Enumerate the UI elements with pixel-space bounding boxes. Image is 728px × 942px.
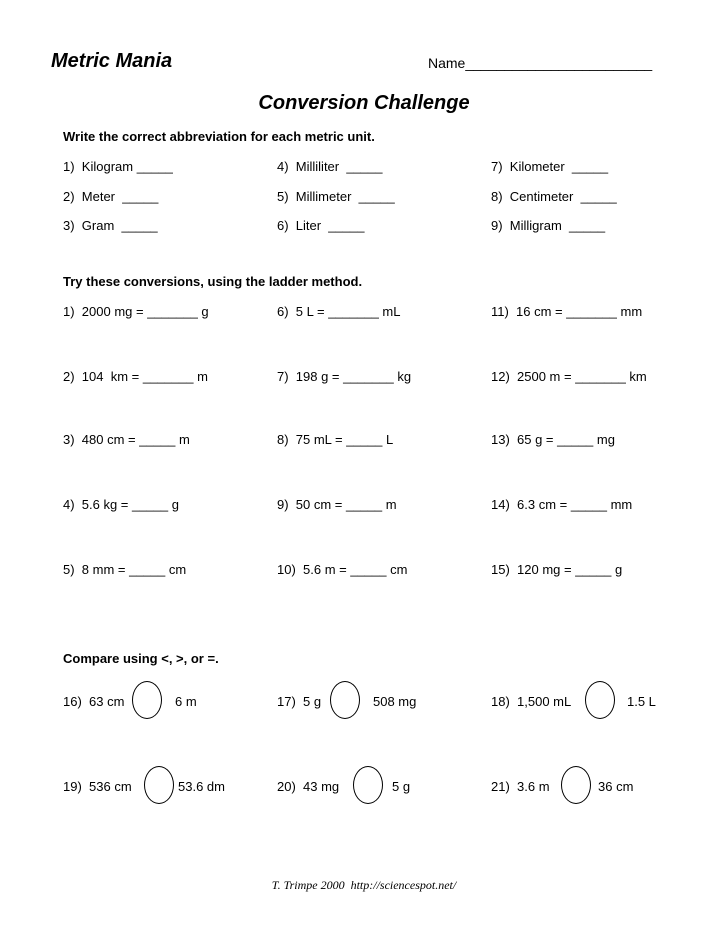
compare-right: 508 mg — [373, 694, 417, 709]
section3-instruction: Compare using <, >, or =. — [63, 651, 219, 666]
worksheet-title: Metric Mania — [51, 50, 173, 72]
compare-left: 16) 63 cm — [63, 694, 125, 709]
answer-circle[interactable] — [132, 681, 162, 719]
abbrev-item: 6) Liter _____ — [277, 218, 365, 233]
abbrev-item: 3) Gram _____ — [63, 218, 158, 233]
compare-left: 17) 5 g — [277, 694, 322, 709]
conversion-item: 15) 120 mg = _____ g — [491, 562, 623, 577]
worksheet-subtitle: Conversion Challenge — [258, 92, 470, 114]
compare-left: 18) 1,500 mL — [491, 694, 572, 709]
conversion-item: 2) 104 km = _______ m — [63, 369, 208, 384]
abbrev-item: 9) Milligram _____ — [491, 218, 606, 233]
compare-left: 19) 536 cm — [63, 779, 132, 794]
conversion-item: 14) 6.3 cm = _____ mm — [491, 497, 633, 512]
section2-instruction: Try these conversions, using the ladder method. — [63, 274, 363, 289]
abbrev-item: 7) Kilometer _____ — [491, 159, 609, 174]
abbrev-item: 5) Millimeter _____ — [277, 189, 395, 204]
conversion-item: 13) 65 g = _____ mg — [491, 432, 615, 447]
conversion-item: 3) 480 cm = _____ m — [63, 432, 190, 447]
abbrev-item: 4) Milliliter _____ — [277, 159, 383, 174]
conversion-item: 7) 198 g = _______ kg — [277, 369, 412, 384]
section1-instruction: Write the correct abbreviation for each metric unit. — [63, 129, 375, 144]
abbrev-item: 1) Kilogram _____ — [63, 159, 173, 174]
conversion-item: 12) 2500 m = _______ km — [491, 369, 647, 384]
conversion-item: 4) 5.6 kg = _____ g — [63, 497, 180, 512]
conversion-item: 1) 2000 mg = _______ g — [63, 304, 209, 319]
compare-right: 5 g — [392, 779, 411, 794]
answer-circle[interactable] — [330, 681, 360, 719]
conversion-item: 6) 5 L = _______ mL — [277, 304, 401, 319]
conversion-item: 11) 16 cm = _______ mm — [491, 304, 643, 319]
conversion-item: 9) 50 cm = _____ m — [277, 497, 397, 512]
name-field: Name________________________ — [428, 55, 653, 71]
compare-left: 21) 3.6 m — [491, 779, 550, 794]
compare-left: 20) 43 mg — [277, 779, 340, 794]
conversion-item: 5) 8 mm = _____ cm — [63, 562, 187, 577]
abbrev-item: 8) Centimeter _____ — [491, 189, 617, 204]
compare-right: 53.6 dm — [178, 779, 225, 794]
conversion-item: 8) 75 mL = _____ L — [277, 432, 394, 447]
answer-circle[interactable] — [561, 766, 591, 804]
compare-right: 1.5 L — [627, 694, 656, 709]
answer-circle[interactable] — [144, 766, 174, 804]
conversion-item: 10) 5.6 m = _____ cm — [277, 562, 408, 577]
footer-credit: T. Trimpe 2000 http://sciencespot.net/ — [271, 878, 457, 892]
compare-right: 6 m — [175, 694, 197, 709]
abbrev-item: 2) Meter _____ — [63, 189, 159, 204]
answer-circle[interactable] — [353, 766, 383, 804]
answer-circle[interactable] — [585, 681, 615, 719]
compare-right: 36 cm — [598, 779, 634, 794]
